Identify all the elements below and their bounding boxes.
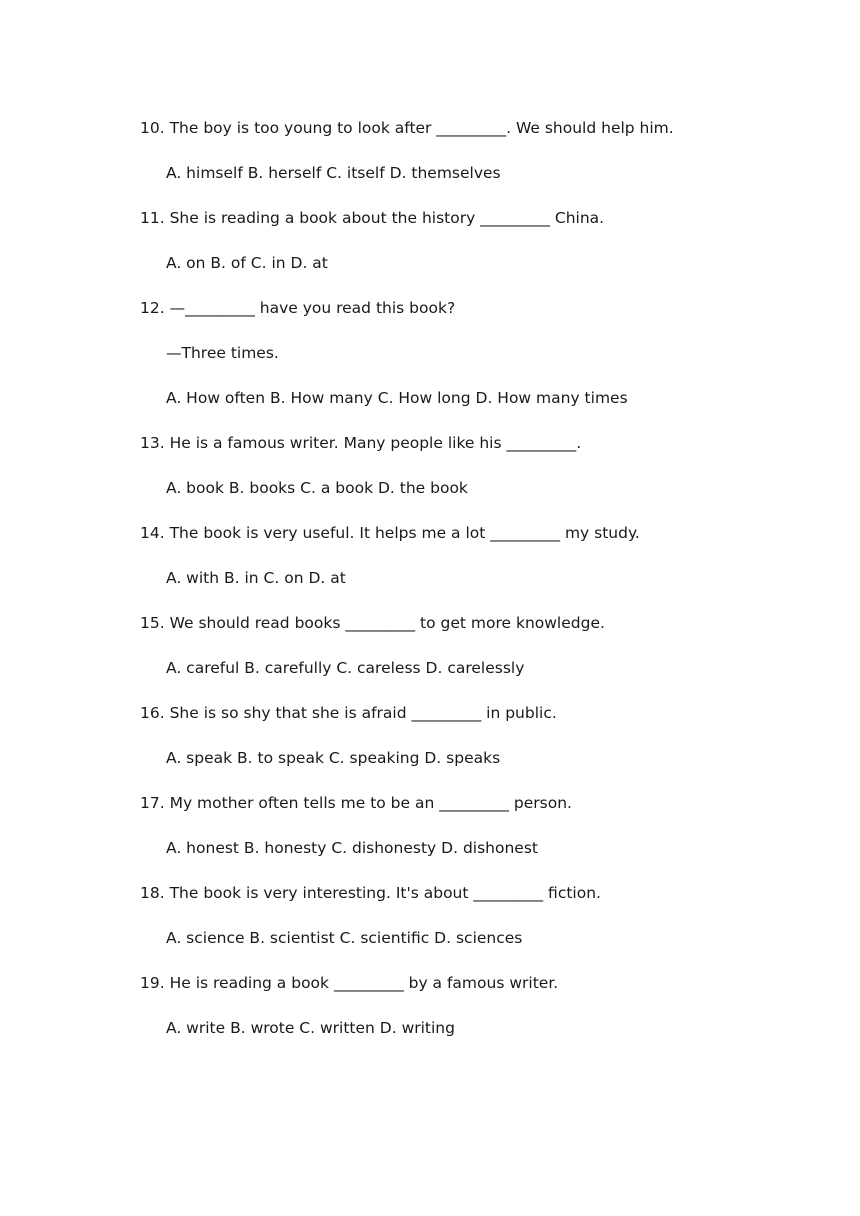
- question-10-options: A. himself B. herself C. itself D. themselves: [166, 164, 501, 182]
- question-18-options: A. science B. scientist C. scientific D. sciences: [166, 929, 523, 947]
- question-14-options: A. with B. in C. on D. at: [166, 569, 346, 587]
- question-17-stem: 17. My mother often tells me to be an _________ person.: [140, 794, 572, 812]
- question-11-stem: 11. She is reading a book about the history _________ China.: [140, 209, 605, 227]
- question-12-stem: 12. —_________ have you read this book?: [140, 299, 456, 317]
- question-19-options: A. write B. wrote C. written D. writing: [166, 1019, 455, 1037]
- question-12-options: A. How often B. How many C. How long D. How many times: [166, 389, 628, 407]
- question-10-stem: 10. The boy is too young to look after _________. We should help him.: [140, 119, 674, 137]
- question-16-stem: 16. She is so shy that she is afraid _________ in public.: [140, 704, 557, 722]
- question-13-options: A. book B. books C. a book D. the book: [166, 479, 468, 497]
- question-16-options: A. speak B. to speak C. speaking D. speaks: [166, 749, 501, 767]
- question-14-stem: 14. The book is very useful. It helps me a lot _________ my study.: [140, 524, 640, 542]
- question-11-options: A. on B. of C. in D. at: [166, 254, 328, 272]
- question-13-stem: 13. He is a famous writer. Many people like his _________.: [140, 434, 582, 452]
- question-17-options: A. honest B. honesty C. dishonesty D. dishonest: [166, 839, 538, 857]
- question-18-stem: 18. The book is very interesting. It's about _________ fiction.: [140, 884, 601, 902]
- question-15-stem: 15. We should read books _________ to get more knowledge.: [140, 614, 605, 632]
- question-15-options: A. careful B. carefully C. careless D. carelessly: [166, 659, 525, 677]
- question-12-reply: —Three times.: [166, 344, 279, 362]
- question-19-stem: 19. He is reading a book _________ by a famous writer.: [140, 974, 559, 992]
